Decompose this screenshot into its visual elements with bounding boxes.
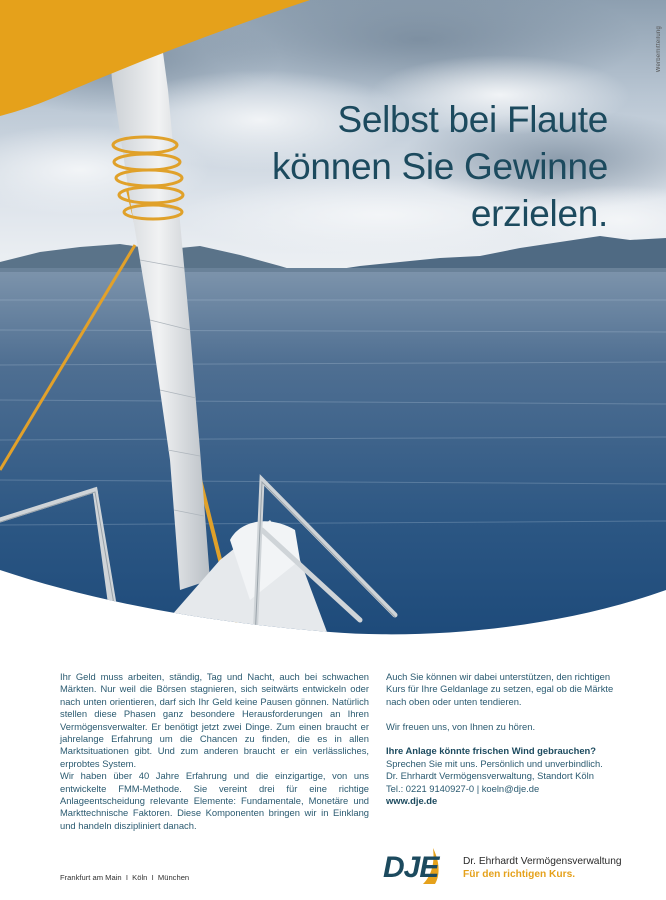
body-paragraph: Wir haben über 40 Jahre Erfahrung und die einzigartige, von uns entwickelte FMM-Methode. Sie vereint drei für eine richtige Anlageentscheidung relevante Elemente: Fundamentale, Monetäre und Markttechnische Faktoren. Diese Komponenten bringen wir in Einklang und handeln diszipliniert danach. [60, 770, 369, 831]
dje-logo [383, 846, 455, 886]
headline [188, 96, 608, 237]
dje-logo-mark: DJE [383, 851, 439, 884]
body-text-right [386, 671, 620, 807]
headline-line-3: erzielen. [470, 193, 608, 234]
company-name: Dr. Ehrhardt Vermögensverwaltung [463, 856, 622, 867]
call-to-action-question: Ihre Anlage könnte frischen Wind gebrauchen? [386, 745, 597, 757]
advertising-notice: Werbemitteilung [656, 26, 662, 73]
office-locations: Frankfurt am Main I Köln I München [60, 873, 190, 882]
headline-line-2: können Sie Gewinne [271, 146, 608, 187]
contact-line[interactable]: Tel.: 0221 9140927-0 | koeln@dje.de [386, 782, 540, 794]
headline-line-1: Selbst bei Flaute [337, 99, 608, 140]
body-text-left [60, 671, 369, 832]
contact-line: Dr. Ehrhardt Vermögensverwaltung, Standort Köln [386, 770, 594, 782]
contact-line: Sprechen Sie mit uns. Persönlich und unverbindlich. [386, 757, 603, 769]
greeting-text: Wir freuen uns, von Ihnen zu hören. [386, 720, 536, 732]
company-claim: Für den richtigen Kurs. [463, 869, 576, 880]
website-link[interactable]: www.dje.de [386, 795, 438, 807]
intro-paragraph: Auch Sie können wir dabei unterstützen, den richtigen Kurs für Ihre Geldanlage zu setzen, egal ob die Märkte nach oben oder unten tendieren. [386, 671, 614, 707]
body-paragraph: Ihr Geld muss arbeiten, ständig, Tag und Nacht, auch bei schwachen Märkten. Nur weil die Börsen stagnieren, sich seitwärts entwickeln oder nach unten orientieren, darf sich Ihr Geld keine Pausen gönnen. Natürlich stellen diese Phasen ganz besondere Herausforderungen an Ihren Vermögensverwalter. Er benötigt jetzt zwei Dinge. Zum einen braucht er jahrelange Erfahrung um die Chancen zu finden, die es in allen Marktsituationen gibt. Und zum anderen braucht er ein verlässliches, erprobtes System. [60, 671, 369, 769]
